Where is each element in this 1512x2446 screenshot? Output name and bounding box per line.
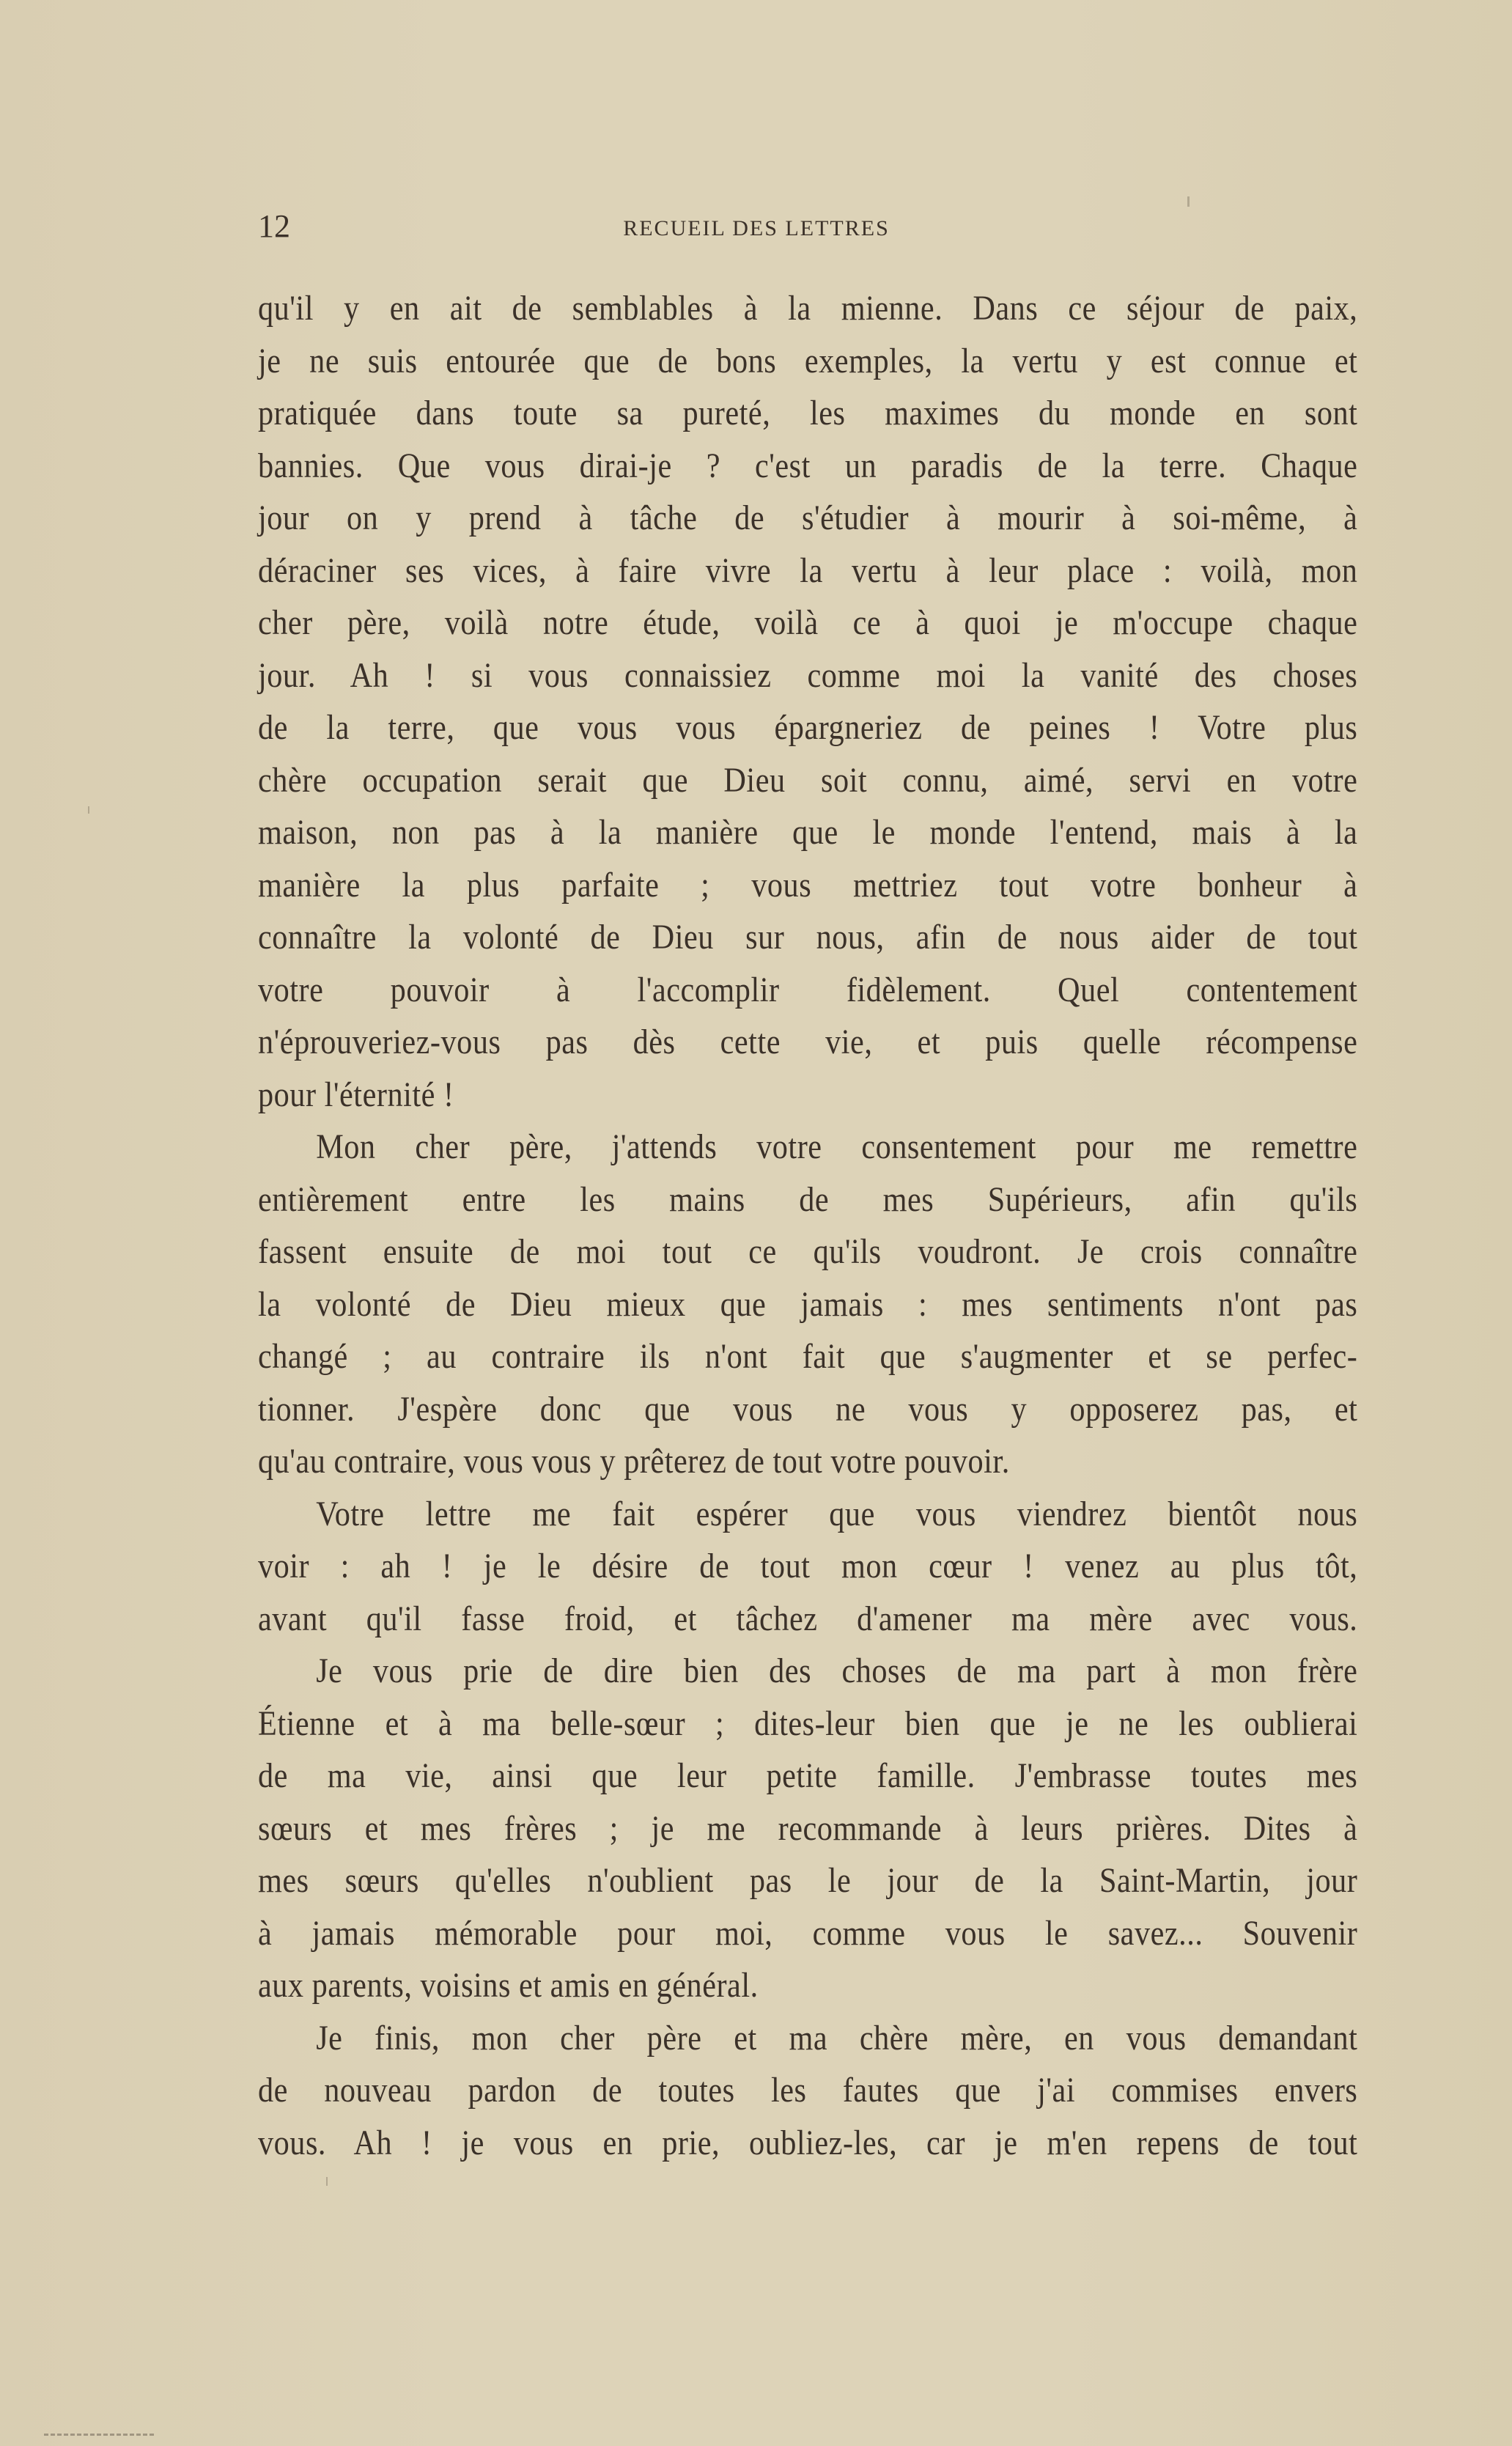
- text-line: chère occupation serait que Dieu soit connu, aimé, servi en votre: [258, 760, 1358, 800]
- body-text: [258, 282, 1357, 2169]
- text-line: je ne suis entourée que de bons exemples, la vertu y est connue et: [258, 341, 1358, 380]
- text-line: entièrement entre les mains de mes Supérieurs, afin qu'ils: [258, 1179, 1358, 1219]
- text-line: Votre lettre me fait espérer que vous viendrez bientôt nous: [316, 1494, 1358, 1533]
- running-head: RECUEIL DES LETTRES: [623, 216, 890, 240]
- text-line: Je vous prie de dire bien des choses de ma part à mon frère: [316, 1651, 1358, 1690]
- text-line: Je finis, mon cher père et ma chère mère, en vous demandant: [316, 2018, 1358, 2058]
- text-line: n'éprouveriez-vous pas dès cette vie, et puis quelle récompense: [258, 1023, 1358, 1061]
- text-line: de la terre, que vous vous épargneriez de peines ! Votre plus: [258, 708, 1358, 747]
- text-line: la volonté de Dieu mieux que jamais : mes sentiments n'ont pas: [258, 1284, 1358, 1324]
- text-line: jour on y prend à tâche de s'étudier à mourir à soi-même, à: [258, 498, 1358, 537]
- scan-mark: [44, 2434, 154, 2439]
- scan-speck: [1187, 196, 1190, 207]
- text-line: vous. Ah ! je vous en prie, oubliez-les, car je m'en repens de tout: [258, 2123, 1358, 2162]
- text-line: qu'il y en ait de semblables à la mienne. Dans ce séjour de paix,: [258, 289, 1358, 328]
- text-line: voir : ah ! je le désire de tout mon cœur ! venez au plus tôt,: [258, 1547, 1358, 1585]
- text-line: avant qu'il fasse froid, et tâchez d'amener ma mère avec vous.: [258, 1599, 1358, 1638]
- text-line: qu'au contraire, vous vous y prêterez de tout votre pouvoir.: [258, 1442, 1010, 1481]
- text-line: à jamais mémorable pour moi, comme vous le savez... Souvenir: [258, 1913, 1358, 1953]
- text-line: de ma vie, ainsi que leur petite famille. J'embrasse toutes mes: [258, 1756, 1358, 1795]
- text-line: bannies. Que vous dirai-je ? c'est un paradis de la terre. Chaque: [258, 446, 1358, 485]
- text-line: jour. Ah ! si vous connaissiez comme moi la vanité des choses: [258, 655, 1358, 695]
- text-line: maison, non pas à la manière que le monde l'entend, mais à la: [258, 813, 1358, 852]
- page-header: [258, 208, 1357, 245]
- text-line: pratiquée dans toute sa pureté, les maximes du monde en sont: [258, 394, 1358, 432]
- scan-speck: [326, 2177, 328, 2186]
- text-line: Étienne et à ma belle-sœur ; dites-leur bien que je ne les oublierai: [258, 1703, 1358, 1743]
- text-line: manière la plus parfaite ; vous mettriez tout votre bonheur à: [258, 865, 1358, 905]
- text-line: Mon cher père, j'attends votre consentement pour me remettre: [316, 1127, 1358, 1166]
- text-line: connaître la volonté de Dieu sur nous, afin de nous aider de tout: [258, 918, 1358, 957]
- scan-speck: [88, 806, 89, 814]
- text-line: changé ; au contraire ils n'ont fait que s'augmenter et se perfec-: [258, 1337, 1358, 1376]
- text-line: déraciner ses vices, à faire vivre la vertu à leur place : voilà, mon: [258, 550, 1358, 590]
- text-line: sœurs et mes frères ; je me recommande à leurs prières. Dites à: [258, 1808, 1358, 1848]
- text-line: fassent ensuite de moi tout ce qu'ils voudront. Je crois connaître: [258, 1232, 1358, 1271]
- text-line: votre pouvoir à l'accomplir fidèlement. Quel contentement: [258, 970, 1358, 1009]
- text-line: cher père, voilà notre étude, voilà ce à quoi je m'occupe chaque: [258, 603, 1358, 642]
- text-line: pour l'éternité !: [258, 1075, 454, 1114]
- text-line: de nouveau pardon de toutes les fautes que j'ai commises envers: [258, 2071, 1358, 2110]
- text-line: aux parents, voisins et amis en général.: [258, 1966, 759, 2005]
- text-line: tionner. J'espère donc que vous ne vous y opposerez pas, et: [258, 1389, 1358, 1429]
- text-line: mes sœurs qu'elles n'oublient pas le jour de la Saint-Martin, jour: [258, 1861, 1358, 1900]
- page-number: 12: [258, 208, 290, 244]
